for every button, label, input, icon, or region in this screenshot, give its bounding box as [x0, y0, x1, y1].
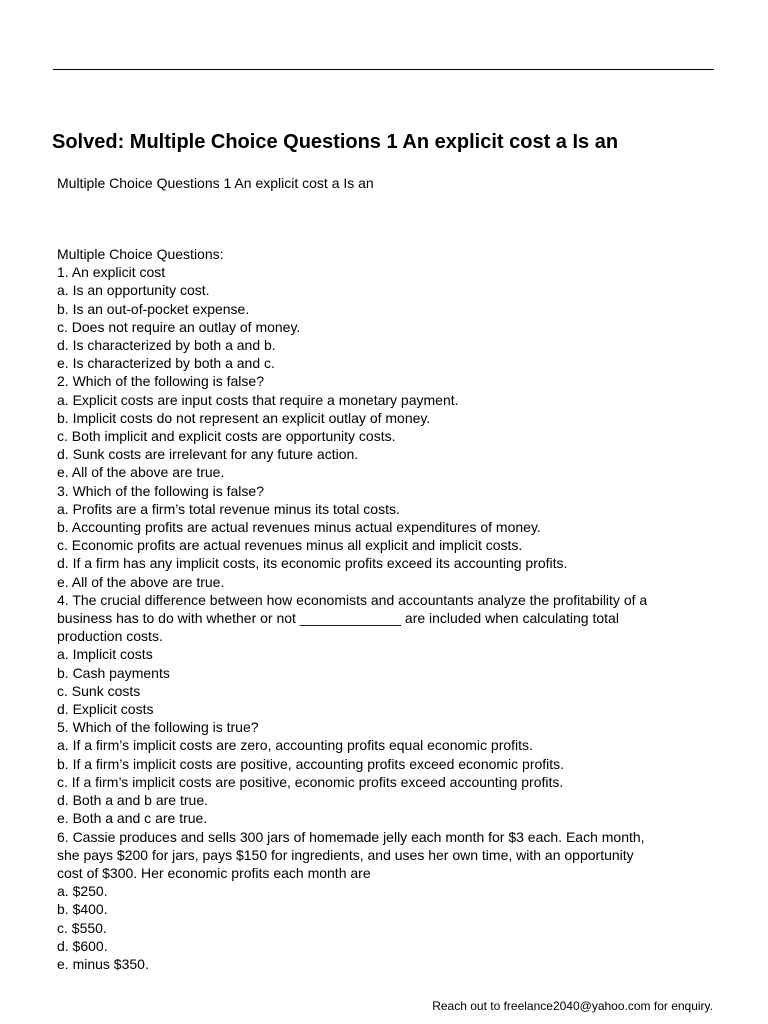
page-title: Solved: Multiple Choice Questions 1 An explicit cost a Is an [52, 131, 619, 153]
text-line: b. If a firm’s implicit costs are positive, accounting profits exceed economic profits. [57, 755, 565, 772]
text-line: c. Does not require an outlay of money. [57, 318, 301, 335]
text-line: b. Implicit costs do not represent an explicit outlay of money. [57, 409, 431, 426]
text-line: 4. The crucial difference between how economists and accountants analyze the profitability of a [57, 591, 648, 608]
text-line: e. All of the above are true. [57, 573, 225, 590]
text-line: d. $600. [57, 937, 108, 954]
text-line: c. If a firm’s implicit costs are positive, economic profits exceed accounting profits. [57, 773, 564, 790]
text-line: c. Sunk costs [57, 682, 141, 699]
text-line: 2. Which of the following is false? [57, 373, 264, 390]
text-line: d. If a firm has any implicit costs, its economic profits exceed its accounting profits. [57, 555, 568, 572]
text-line: e. minus $350. [57, 955, 149, 972]
text-line: d. Both a and b are true. [57, 792, 208, 809]
text-line: e. All of the above are true. [57, 464, 225, 481]
header-rule [53, 69, 714, 70]
text-line: 5. Which of the following is true? [57, 719, 259, 736]
text-line: c. Both implicit and explicit costs are opportunity costs. [57, 428, 396, 445]
text-line: production costs. [57, 628, 163, 645]
question-body [57, 245, 717, 973]
text-line: a. Explicit costs are input costs that require a monetary payment. [57, 391, 459, 408]
text-line: she pays $200 for jars, pays $150 for ingredients, and uses her own time, with an opportunity [57, 846, 634, 863]
text-line: Multiple Choice Questions: [57, 246, 224, 262]
text-line: c. Economic profits are actual revenues minus all explicit and implicit costs. [57, 537, 523, 554]
text-line: 3. Which of the following is false? [57, 482, 264, 499]
text-line: b. Is an out-of-pocket expense. [57, 300, 250, 317]
text-line: a. Profits are a firm’s total revenue minus its total costs. [57, 500, 400, 517]
text-line: b. Cash payments [57, 664, 170, 681]
text-line: a. If a firm’s implicit costs are zero, accounting profits equal economic profits. [57, 737, 533, 754]
text-line: 1. An explicit cost [57, 264, 166, 281]
text-line: business has to do with whether or not _____________ are included when calculating total [57, 610, 619, 627]
text-line: e. Both a and c are true. [57, 810, 208, 827]
footer-contact: Reach out to freelance2040@yahoo.com for enquiry. [432, 999, 713, 1013]
text-line: e. Is characterized by both a and c. [57, 355, 275, 372]
page-subtitle: Multiple Choice Questions 1 An explicit cost a Is an [57, 175, 374, 191]
text-line: a. Implicit costs [57, 646, 153, 663]
text-line: d. Sunk costs are irrelevant for any future action. [57, 446, 359, 463]
text-line: cost of $300. Her economic profits each month are [57, 864, 371, 881]
text-line: a. Is an opportunity cost. [57, 282, 210, 299]
text-line: b. $400. [57, 901, 108, 918]
text-line: c. $550. [57, 919, 107, 936]
text-line: b. Accounting profits are actual revenues minus actual expenditures of money. [57, 519, 541, 536]
text-line: d. Explicit costs [57, 701, 154, 718]
text-line: a. $250. [57, 883, 108, 900]
text-line: d. Is characterized by both a and b. [57, 337, 276, 354]
text-line: 6. Cassie produces and sells 300 jars of homemade jelly each month for $3 each. Each month, [57, 828, 645, 845]
